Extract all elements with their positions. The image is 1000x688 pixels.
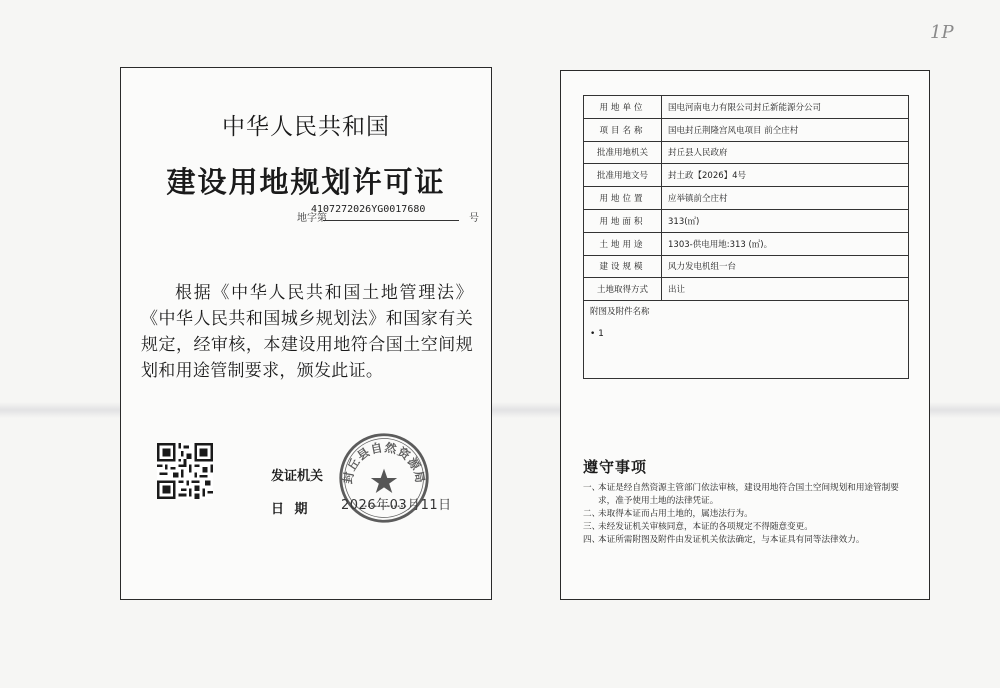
row-label: 用地单位 — [584, 96, 662, 119]
row-label: 用地位置 — [584, 187, 662, 210]
row-label: 土地用途 — [584, 232, 662, 255]
row-value: 1303-供电用地:313 (㎡)。 — [662, 232, 909, 255]
certificate-details-page — [560, 70, 930, 600]
notice-text: 本证是经自然资源主管部门依法审核，建设用地符合国土空间规划和用途管制要求，准予使用土地的法律凭证。 — [598, 483, 899, 506]
row-value: 应举镇前仝庄村 — [662, 187, 909, 210]
notice-number: 三、 — [583, 522, 601, 532]
qr-code-icon — [157, 443, 213, 499]
country-name: 中华人民共和国 — [222, 114, 390, 140]
notice-number: 一、 — [583, 483, 601, 493]
table-row — [584, 209, 909, 232]
attachments-row — [584, 301, 909, 379]
attachments-label: 附图及附件名称 — [590, 307, 650, 318]
notice-text: 未经发证机关审核同意，本证的各项规定不得随意变更。 — [598, 522, 813, 532]
list-item — [583, 508, 913, 521]
issue-date-value: 2026年03月11日 — [341, 498, 452, 513]
row-label: 项目名称 — [584, 118, 662, 141]
list-item — [583, 521, 913, 534]
notice-number: 二、 — [583, 509, 601, 519]
table-row — [584, 232, 909, 255]
certificate-title: 建设用地规划许可证 — [166, 165, 446, 199]
certificate-number-prefix: 地字第 — [297, 213, 327, 224]
issue-date-label: 日 期 — [271, 502, 311, 517]
row-label: 批准用地机关 — [584, 141, 662, 164]
land-info-table — [583, 95, 909, 379]
attachments-cell — [584, 301, 909, 379]
row-value: 风力发电机组一台 — [662, 255, 909, 278]
certificate-body-text: 根据《中华人民共和国土地管理法》《中华人民共和国城乡规划法》和国家有关规定，经审核，本建设用地符合国土空间规划和用途管制要求，颁发此证。 — [141, 283, 473, 381]
issuing-authority-label: 发证机关 — [271, 469, 324, 484]
certificate-number: 4107272026YG0017680 — [311, 204, 426, 215]
certificate-cover-page — [120, 67, 492, 600]
notice-list — [583, 482, 913, 547]
row-label: 用地面积 — [584, 209, 662, 232]
certificate-number-suffix: 号 — [469, 213, 479, 224]
row-label: 建设规模 — [584, 255, 662, 278]
notice-text: 本证所需附图及附件由发证机关依法确定，与本证具有同等法律效力。 — [598, 535, 865, 545]
list-item — [583, 482, 913, 508]
row-value: 出让 — [662, 278, 909, 301]
row-value: 封土政【2026】4号 — [662, 164, 909, 187]
row-value: 封丘县人民政府 — [662, 141, 909, 164]
table-row — [584, 255, 909, 278]
list-item — [583, 534, 913, 547]
table-row — [584, 96, 909, 119]
table-row — [584, 278, 909, 301]
notice-number: 四、 — [583, 535, 601, 545]
certificate-number-underline — [323, 220, 459, 221]
table-row — [584, 187, 909, 210]
corner-handwritten-mark: 1P — [930, 22, 954, 43]
row-label: 批准用地文号 — [584, 164, 662, 187]
notice-text: 未取得本证而占用土地的，属违法行为。 — [598, 509, 753, 519]
svg-text:封丘县自然资源局: 封丘县自然资源局 — [340, 440, 428, 485]
certificate-number-row — [297, 206, 487, 222]
row-value: 国电封丘荆隆宫风电项目 前仝庄村 — [662, 118, 909, 141]
row-value: 313(㎡) — [662, 209, 909, 232]
official-seal-stamp — [337, 431, 431, 525]
notice-title: 遵守事项 — [583, 458, 648, 476]
table-row — [584, 164, 909, 187]
table-row — [584, 141, 909, 164]
row-value: 国电河南电力有限公司封丘新能源分公司 — [662, 96, 909, 119]
row-label: 土地取得方式 — [584, 278, 662, 301]
attachments-mark: • 1 — [590, 329, 604, 340]
table-row — [584, 118, 909, 141]
